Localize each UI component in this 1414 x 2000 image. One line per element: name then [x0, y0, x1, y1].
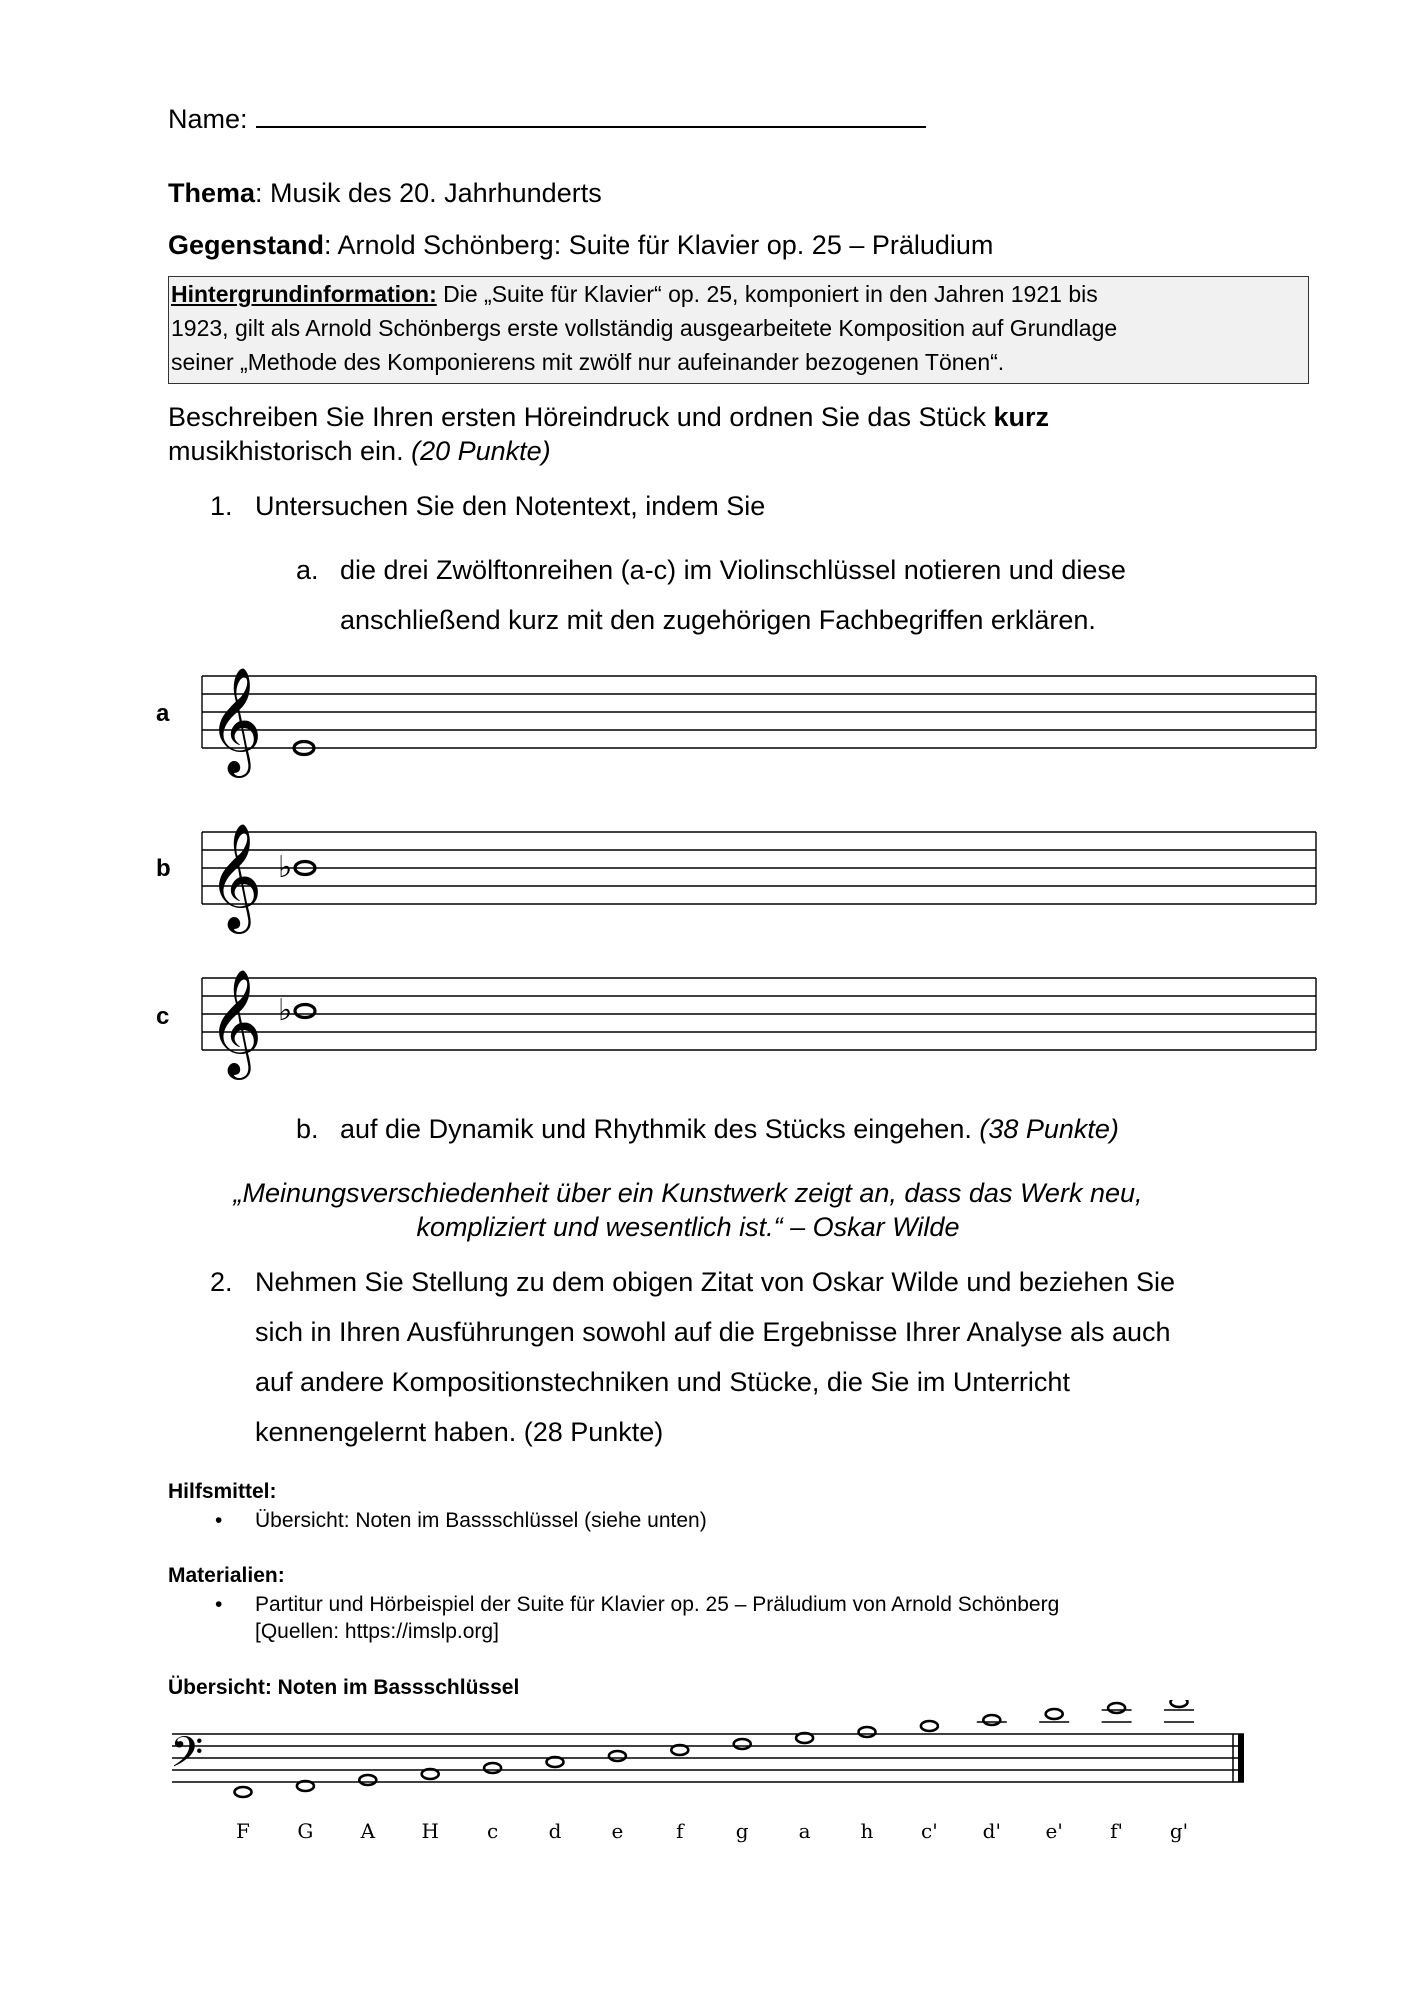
whole-note-icon [359, 1775, 376, 1785]
task-2-number: 2. [210, 1267, 233, 1297]
note-name-label: H [421, 1819, 439, 1843]
materialien-bullet: • [215, 1593, 223, 1616]
final-barline-thick [1238, 1734, 1244, 1782]
note-name-label: e [611, 1819, 624, 1843]
whole-note-icon [983, 1715, 1000, 1725]
staff-label-a: a [156, 700, 170, 727]
task-2-line: kennengelernt haben. (28 Punkte) [255, 1417, 664, 1447]
bass-clef-overview [0, 1700, 1414, 1850]
whole-note-icon [1046, 1709, 1063, 1719]
task-2-line: sich in Ihren Ausführungen sowohl auf die Ergebnisse Ihrer Analyse als auch [255, 1317, 1171, 1347]
task-1-number: 1. [210, 491, 233, 521]
task-1b-line [340, 1112, 1119, 1146]
note-name-label: c' [921, 1819, 938, 1843]
whole-note-icon [1108, 1703, 1125, 1713]
thema-value: : Musik des 20. Jahrhunderts [255, 178, 602, 208]
note-name-label: g' [1169, 1819, 1189, 1843]
hilfsmittel-title: Hilfsmittel: [168, 1480, 277, 1503]
flat-icon: ♭ [278, 993, 293, 1028]
task-intro-line-1: Beschreiben Sie Ihren ersten Höreindruck und ordnen Sie das Stück [168, 402, 994, 432]
note-name-label: c [486, 1819, 499, 1843]
oscar-wilde-quote [168, 1176, 1208, 1244]
info-line-2: 1923, gilt als Arnold Schönbergs erste vollständig ausgearbeitete Komposition auf Grundlage [171, 315, 1118, 341]
whole-note-icon [235, 1787, 252, 1797]
thema-label: Thema [168, 178, 256, 208]
whole-note-icon [1171, 1700, 1188, 1707]
note-name-label: d' [982, 1819, 1001, 1843]
staff-label-c: c [156, 1003, 170, 1030]
task-1b-points: (38 Punkte) [979, 1114, 1119, 1144]
whole-note-icon [295, 1005, 315, 1018]
materialien-item-line-2: [Quellen: https://imslp.org] [255, 1620, 499, 1643]
task-2-text [255, 1265, 1175, 1457]
flat-icon: ♭ [278, 850, 293, 885]
task-1b-text: auf die Dynamik und Rhythmik des Stücks eingehen. [340, 1114, 980, 1144]
gegenstand-value: : Arnold Schönberg: Suite für Klavier op. 25 – Präludium [324, 230, 994, 260]
whole-note-icon [734, 1739, 751, 1749]
task-1a-letter: a. [296, 555, 319, 585]
note-name-label: f' [1110, 1819, 1124, 1843]
note-name-label: d [548, 1819, 562, 1843]
staff-a [202, 666, 1316, 778]
whole-note-icon [859, 1727, 876, 1737]
note-name-label: A [360, 1819, 376, 1843]
info-line-3: seiner „Methode des Komponierens mit zwölf nur aufeinander bezogenen Tönen“. [171, 349, 1005, 375]
quote-line-2: kompliziert und wesentlich ist.“ – Oskar Wilde [416, 1212, 960, 1242]
overview-title: Übersicht: Noten im Bassschlüssel [168, 1676, 520, 1699]
task-2-line: auf andere Kompositionstechniken und Stücke, die Sie im Unterricht [255, 1367, 1070, 1397]
note-name-label: g [735, 1819, 749, 1843]
bass-staff-lines [172, 1734, 1244, 1782]
whole-note-icon [484, 1763, 501, 1773]
task-1a-line-1: die drei Zwölftonreihen (a-c) im Violinschlüssel notieren und diese [340, 555, 1126, 585]
staff-c [202, 968, 1316, 1080]
task-1b-letter: b. [296, 1114, 319, 1144]
task-2-line: Nehmen Sie Stellung zu dem obigen Zitat von Oskar Wilde und beziehen Sie [255, 1267, 1176, 1297]
name-label: Name: [168, 104, 248, 134]
quote-line-1: „Meinungsverschiedenheit über ein Kunstwerk zeigt an, dass das Werk neu, [233, 1178, 1143, 1208]
note-name-label: G [297, 1819, 314, 1843]
task-intro-bold: kurz [993, 402, 1050, 432]
info-label: Hintergrundinformation: [171, 281, 437, 307]
materialien-title: Materialien: [168, 1564, 285, 1587]
whole-note-icon [609, 1751, 626, 1761]
note-name-label: h [860, 1819, 874, 1843]
note-name-label: F [236, 1819, 250, 1843]
staff-label-b: b [156, 855, 171, 882]
note-name-label: f [676, 1819, 684, 1843]
staff-b [202, 822, 1316, 934]
treble-clef-icon: 𝄞 [208, 968, 263, 1075]
hilfsmittel-item: Übersicht: Noten im Bassschlüssel (siehe unten) [255, 1509, 707, 1532]
task-intro-points: (20 Punkte) [411, 436, 551, 466]
info-line-1: Die „Suite für Klavier“ op. 25, komponiert in den Jahren 1921 bis [436, 281, 1098, 307]
bass-clef-icon: 𝄢 [170, 1728, 204, 1788]
task-1a-line-2: anschließend kurz mit den zugehörigen Fachbegriffen erklären. [340, 605, 1096, 635]
task-1-text: Untersuchen Sie den Notentext, indem Sie [255, 491, 766, 521]
note-name-label: a [798, 1819, 811, 1843]
materialien-item-line-1: Partitur und Hörbeispiel der Suite für Klavier op. 25 – Präludium von Arnold Schönberg [255, 1593, 1060, 1616]
treble-clef-icon: 𝄞 [208, 822, 263, 929]
hilfsmittel-bullet: • [215, 1509, 223, 1532]
treble-clef-icon: 𝄞 [208, 666, 263, 773]
whole-note-icon [921, 1721, 938, 1731]
task-intro-line-2: musikhistorisch ein. [168, 436, 412, 466]
note-name-label: e' [1045, 1819, 1063, 1843]
gegenstand-label: Gegenstand [168, 230, 325, 260]
